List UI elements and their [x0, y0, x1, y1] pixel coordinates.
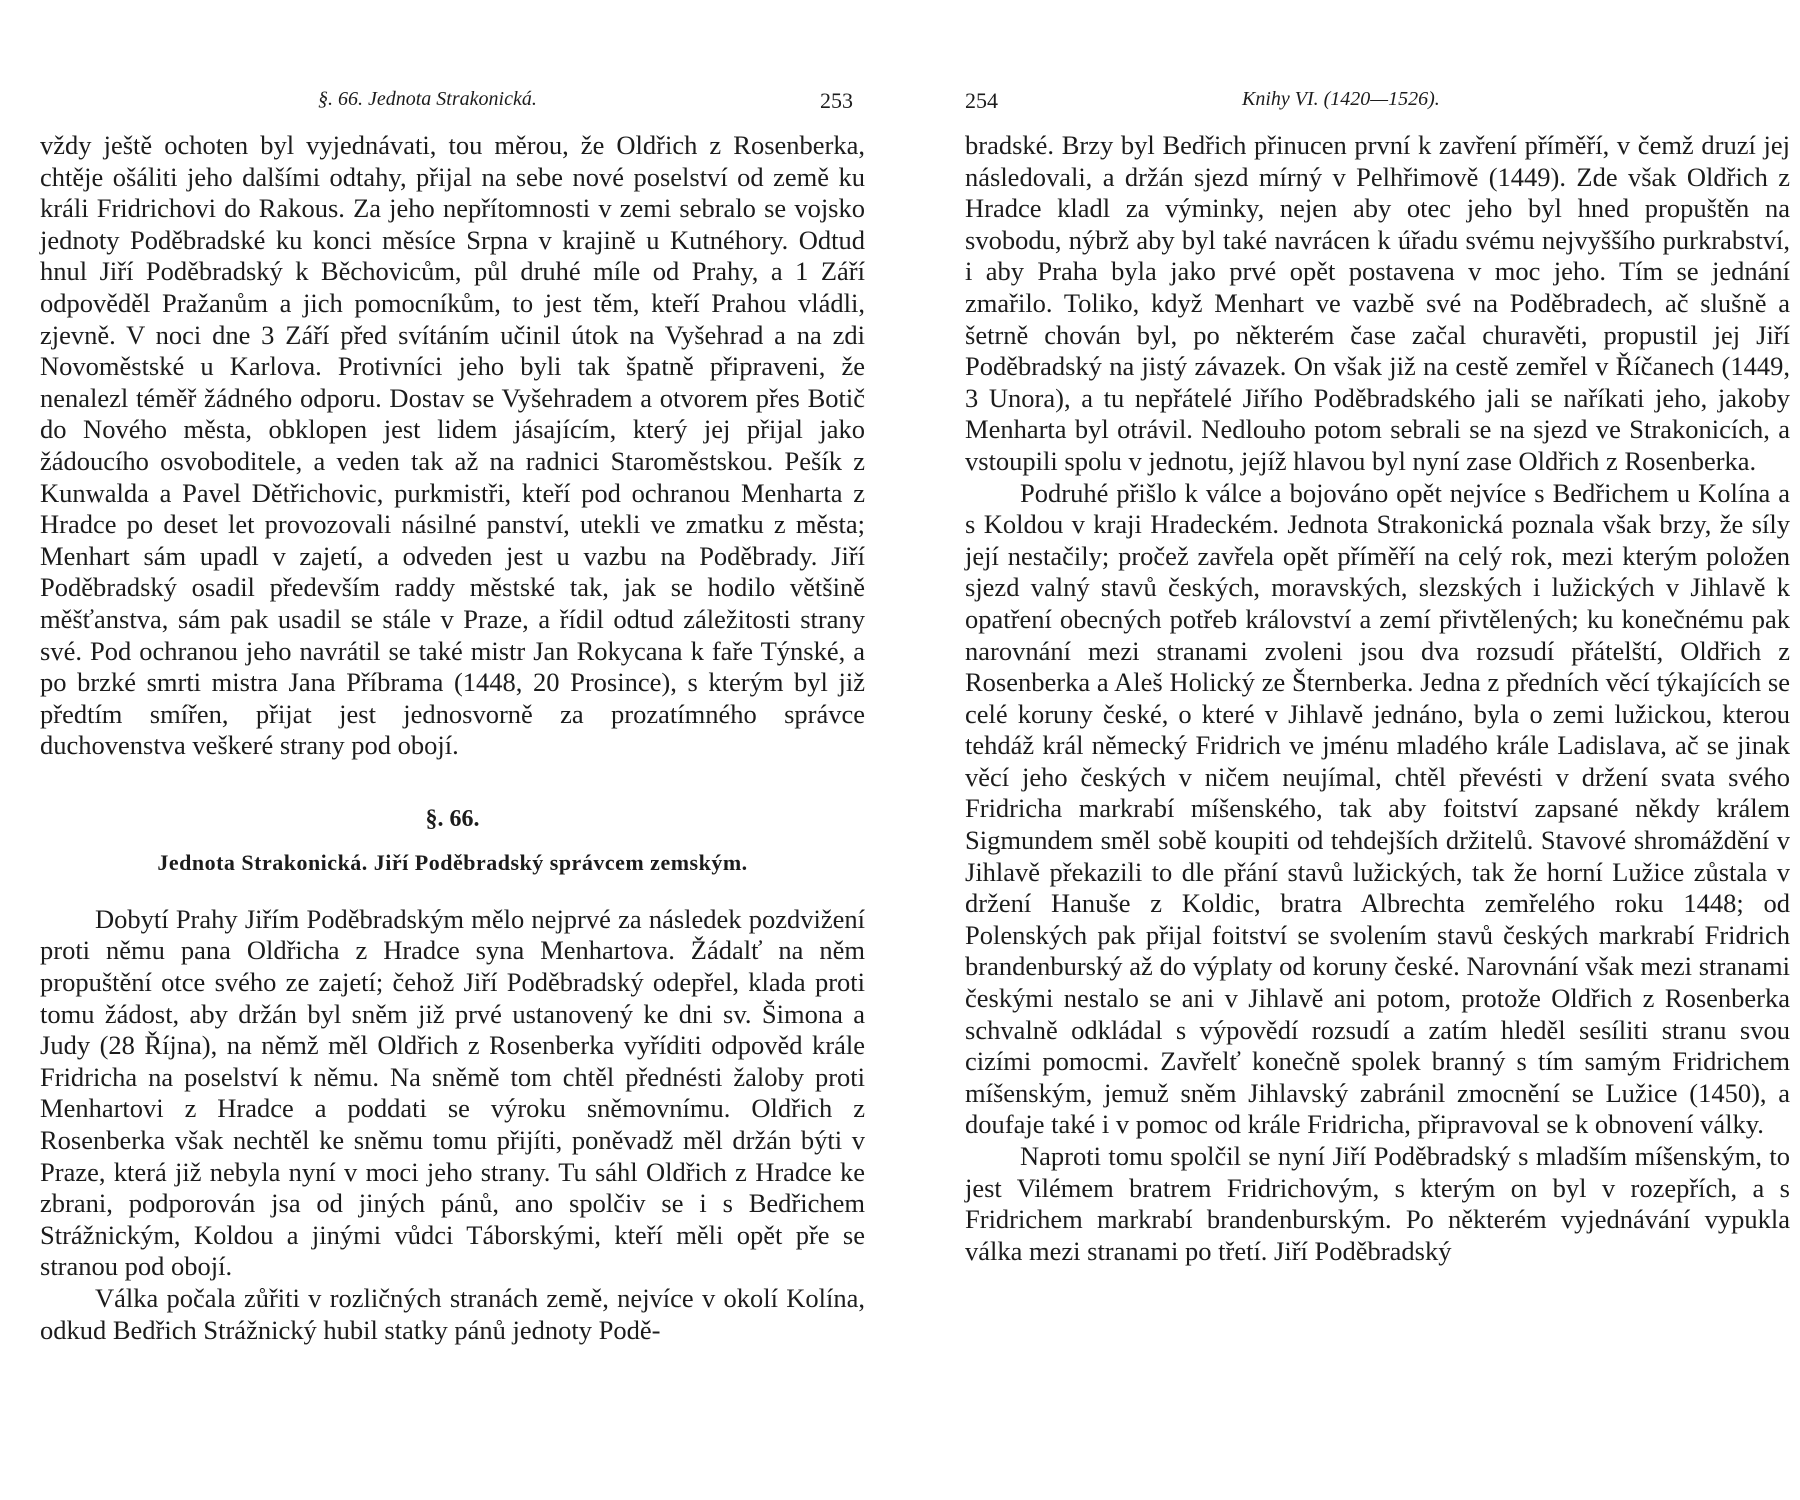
paragraph: vždy ještě ochoten byl vyjednávati, tou měrou, že Oldřich z Rosenberka, chtěje ošáliti jeho dalšími odtahy, přijal na sebe nové poselství od země ku králi Fridrichovi do Rakous. Za jeho nepřítomnosti v zemi sebralo se vojsko jednoty Poděbradské ku konci měsíce Srpna v krajině u Kutnéhory. Odtud hnul Jiří Poděbradský k Běchovicům, půl druhé míle od Prahy, a 1 Září odpověděl Pražanům a jich pomocníkům, to jest těm, kteří Prahou vládli, zjevně. V noci dne 3 Září před svítáním učinil útok na Vyšehrad a na zdi Novoměstské u Karlova. Protivníci jeho byli tak špatně připraveni, že nenalezl téměř žádného odporu. Dostav se Vyšehradem a otvorem přes Botič do Nového města, obklopen jest lidem jásajícím, který jej přijal jako žádoucího osvoboditele, a veden tak až na radnici Staroměstskou. Pešík z Kunwalda a Pavel Dětřichovic, purkmistři, kteří pod ochranou Menharta z Hradce po deset let provozovali násilné panství, utekli ve zmatku z města; Menhart sám upadl v zajetí, a odveden jest u vazbu na Poděbrady. Jiří Poděbradský osadil především raddy městské tak, jak se hodilo většině měšťanstva, sám pak usadil se stále v Praze, a řídil odtud záležitosti strany své. Pod ochranou jeho navrátil se také mistr Jan Rokycana k faře Týnské, a po brzké smrti mistra Jana Příbrama (1448, 20 Prosince), s kterým byl již předtím smířen, přijat jest jednosvorně za prozatímného správce duchovenstva veškeré strany pod obojí. [40, 130, 865, 761]
paragraph: Podruhé přišlo k válce a bojováno opět nejvíce s Bedřichem u Kolína a s Koldou v kraji Hradeckém. Jednota Strakonická poznala však brzy, že síly její nestačily; pročež zavřela opět příměří na celý rok, mezi kterým položen sjezd valný stavů českých, moravských, slezských i lužických v Jihlavě k opatření obecných potřeb království a zemí přivtělených; ku konečnému pak narovnání mezi stranami zvoleni jsou dva rozsudí přátelští, Oldřich z Rosenberka a Aleš Holický ze Šternberka. Jedna z předních věcí týkajících se celé koruny české, o které v Jihlavě jednáno, byla o zemi lužickou, kterou tehdáž král německý Fridrich ve jménu mladého krále Ladislava, ač se jinak věcí jeho českých v ničem neujímal, chtěl převésti v držení svata svého Fridricha markrabí míšenského, tak aby foitství zapsané někdy králem Sigmundem směl sobě koupiti od tehdejších držitelů. Stavové shromáždění v Jihlavě překazili to dle přání stavů lužických, tak že horní Lužice zůstala v držení Hanuše z Koldic, bratra Albrechta zemřelého roku 1448; od Polenských pak přijal foitství se svolením stavů českých markrabí Fridrich brandenburský až do výplaty od koruny české. Narovnání však mezi stranami českými nestalo se ani v Jihlavě ani potom, protože Oldřich z Rosenberka schvalně odkládal s výpovědí rozsudí a zatím hleděl sesíliti stranu svou cizími pomocmi. Zavřelť konečně spolek branný s tím samým Fridrichem míšenským, jemuž sněm Jihlavský zabránil zmocnění se Lužice (1450), a doufaje také i v pomoc od krále Fridricha, připravoval se k obnovení války. [965, 477, 1790, 1140]
right-page [900, 0, 1800, 1500]
paragraph: Válka počala zůřiti v rozličných stranách země, nejvíce v okolí Kolína, odkud Bedřich Strážnický hubil statky pánů jednoty Podě- [40, 1283, 865, 1345]
left-running-title: §. 66. Jednota Strakonická. [318, 88, 537, 110]
left-running-head [0, 88, 900, 118]
section-number: §. 66. [425, 805, 480, 832]
right-page-number: 254 [965, 88, 998, 113]
paragraph: Dobytí Prahy Jiřím Poděbradským mělo nejprvé za následek pozdvižení proti němu pana Oldřicha z Hradce syna Menhartova. Žádalť na něm propuštění otce svého ze zajetí; čehož Jiří Poděbradský odepřel, klada proti tomu žádost, aby držán byl sněm již prvé ustanovený ke dni sv. Šimona a Judy (28 Října), na němž měl Oldřich z Rosenberka vyříditi odpověd krále Fridricha na poselství k němu. Na sněmě tom chtěl přednésti žaloby proti Menhartovi z Hradce a poddati se výroku sněmovnímu. Oldřich z Rosenberka však nechtěl ke sněmu tomu přijíti, poněvadž měl držán býti v Praze, která již nebyla nyní v moci jeho strany. Tu sáhl Oldřich z Hradce ke zbrani, podporován jsa od jiných pánů, ano spolčiv se i s Bedřichem Strážnickým, Koldou a jinými vůdci Táborskými, kteří měli opět pře se stranou pod obojí. [40, 903, 865, 1282]
section-title: Jednota Strakonická. Jiří Poděbradský správcem zemským. [157, 849, 748, 875]
right-running-head [900, 88, 1800, 118]
right-running-title: Knihy VI. (1420—1526). [1242, 88, 1440, 110]
left-page-number: 253 [820, 88, 853, 113]
paragraph: bradské. Brzy byl Bedřich přinucen první k zavření příměří, v čemž druzí jej následovali, a držán sjezd mírný v Pelhřimově (1449). Zde však Oldřich z Hradce kladl za výminky, nejen aby otec jeho byl hned propuštěn na svobodu, nýbrž aby byl také navrácen k úřadu svému nejvyššího purkrabství, i aby Praha byla jako prvé opět postavena v moc jeho. Tím se jednání zmařilo. Toliko, když Menhart ve vazbě své na Poděbradech, ač slušně a šetrně chován byl, po některém čase začal churavěti, propustil jej Jiří Poděbradský na jistý závazek. On však již na cestě zemřel v Říčanech (1449, 3 Unora), a tu nepřátelé Jiřího Poděbradského jali se naříkati jeho, jakoby Menharta byl otrávil. Nedlouho potom sebrali se na sjezd ve Strakonicích, a vstoupili spolu v jednotu, jejíž hlavou byl nyní zase Oldřich z Rosenberka. [965, 130, 1790, 476]
right-body-text [965, 130, 1790, 1267]
left-body-text [40, 130, 865, 1346]
paragraph: Naproti tomu spolčil se nyní Jiří Poděbradský s mladším míšenským, to jest Vilémem bratrem Fridrichovým, s kterým on byl v rozepřích, a s Fridrichem markrabí brandenburským. Po některém vyjednávání vypukla válka mezi stranami po třetí. Jiří Poděbradský [965, 1141, 1790, 1266]
